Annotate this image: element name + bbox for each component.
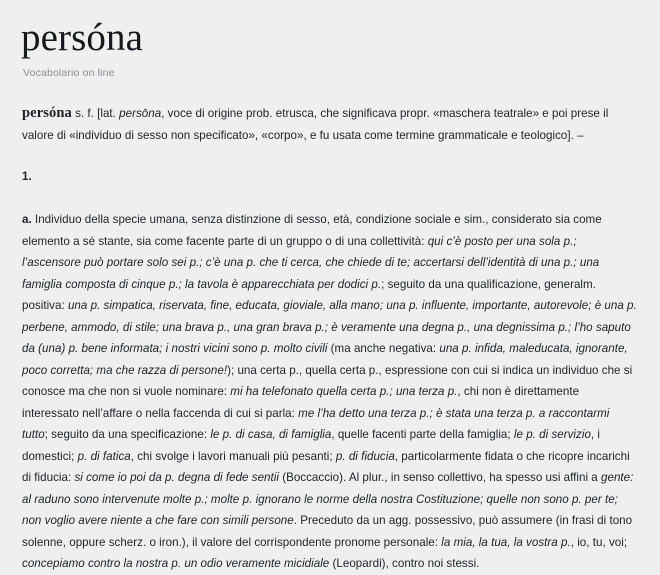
entry-subtitle: Vocabolario on line <box>23 67 115 79</box>
example-3: una p. infida, maleducata, ignorante, poco corretta; ma che razza di persone! <box>22 342 628 377</box>
definition-part-4: ); una certa p., quella certa p., espressione con cui si indica un individuo che si conosce ma che non si vuole nominare: <box>22 363 633 398</box>
definition-part-8: , i domestici; <box>22 428 600 463</box>
example-10: si come io poi da p. degna di fede sentii <box>74 471 279 484</box>
example-5: me l’ha detto una terza p.; è stata una terza p. a raccontarmi tutto <box>22 406 610 441</box>
example-13: concepiamo contro la nostra p. un odio veramente micidiale <box>22 557 330 570</box>
example-9: p. di fiducia <box>335 449 395 463</box>
sense-number: 1. <box>22 170 32 183</box>
example-12: la mia, la tua, la vostra p. <box>441 535 571 549</box>
definition-part-11: (Boccaccio). Al plur., in senso collettivo, ha spesso usi affini a <box>278 471 602 484</box>
definition-part-2: ; seguito da una qualificazione, generalm. positiva: <box>22 277 596 312</box>
sense-letter: a. <box>22 213 32 226</box>
page-title: persóna <box>21 16 143 59</box>
definition-part-7: , quelle facenti parte della famiglia; <box>331 428 514 441</box>
definition-part-10: , particolarmente fidata o che ricopre incarichi di fiducia: <box>22 449 630 484</box>
headword: persóna <box>22 105 72 121</box>
definition-part-3: (ma anche negativa: <box>327 342 440 355</box>
etymology-paragraph <box>22 103 638 146</box>
example-2: una p. simpatica, riservata, fine, educata, gioviale, alla mano; una p. influente, importante, autorevole; è una p. perbene, ammodo, di stile; una brava p., una gran brava p.; è veramente una degna p., una degnissima p.; l’ho saputo da (una) p. bene informata; i nostri vicini sono p. molto civili <box>22 299 637 355</box>
example-7: le p. di servizio <box>513 428 591 441</box>
sense-definition <box>22 209 638 575</box>
example-6: le p. di casa, di famiglia <box>210 428 332 441</box>
definition-part-12: . Preceduto da un agg. possessivo, può assumere (in frasi di tono solenne, oppure scherz. o iron.), il valore del corrispondente pronome personale: <box>22 514 633 549</box>
example-4: mi ha telefonato quella certa p.; una terza p. <box>230 385 458 398</box>
definition-part-14: (Leopardi), contro noi stessi. <box>329 557 480 570</box>
latin-form: persōna <box>119 107 162 120</box>
example-11: gente: al raduno sono intervenute molte p.; molte p. ignorano le norme della nostra Costituzione; quelle non sono p. per te; non voglio avere niente a che fare con simili persone <box>22 471 634 527</box>
example-1: qui c’è posto per una sola p.; l’ascensore può portare solo sei p.; c’è una p. che ti cerca, che chiede di te; accertarsi dell’identità di una p.; una famiglia composta di cinque p.; la tavola è apparecchiata per dodici p. <box>22 234 600 291</box>
example-8: p. di fatica <box>77 449 131 463</box>
definition-part-9: , chi svolge i lavori manuali più pesanti; <box>130 449 336 463</box>
etymology-text: , voce di origine prob. etrusca, che significava propr. «maschera teatrale» e poi prese il valore di «individuo di sesso non specificato», «corpo», e fu usata come termine grammaticale e teologico]. – <box>22 107 609 142</box>
definition-part-5: , chi non è direttamente interessato nell’affare o nella faccenda di cui si parla: <box>22 385 580 420</box>
definition-part-1: Individuo della specie umana, senza distinzione di sesso, età, condizione sociale e sim., considerato sia come elemento a sé stante, sia come facente parte di un gruppo o di una collettività: <box>22 213 602 248</box>
grammar-label: s. f. [lat. <box>71 107 120 120</box>
definition-part-6: ; seguito da una specificazione: <box>44 428 211 441</box>
definition-part-13: , io, tu, voi; <box>570 535 628 549</box>
